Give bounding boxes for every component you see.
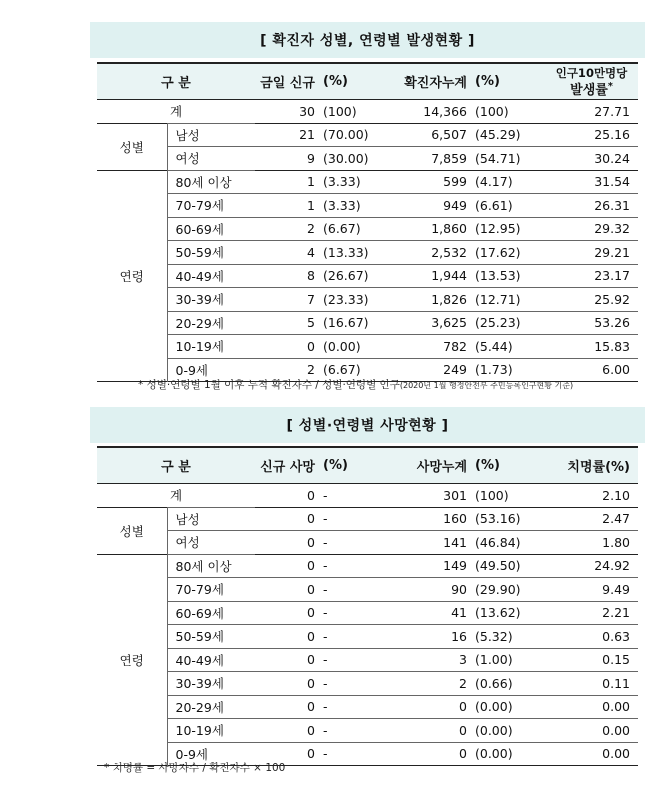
cumulative-count: 249 [397, 358, 467, 382]
row-label: 50-59세 [167, 625, 255, 649]
cumulative-count: 90 [397, 578, 467, 602]
table-row [97, 507, 638, 531]
new-count: 0 [255, 578, 315, 602]
rate-value: 2.47 [602, 511, 630, 527]
rate-value: 0.11 [545, 672, 638, 696]
cumulative-percent: (13.62) [467, 601, 545, 625]
new-percent: - [315, 742, 397, 766]
new-percent: - [315, 648, 397, 672]
cumulative-count: 782 [397, 335, 467, 359]
cumulative-percent: (12.95) [467, 217, 545, 241]
new-count: 30 [299, 103, 315, 119]
row-label: 80세 이상 [167, 170, 255, 194]
cumulative-count: 1,860 [397, 217, 467, 241]
table-header [97, 447, 638, 484]
cumulative-percent: (13.53) [467, 264, 545, 288]
cumulative-percent: (54.71) [467, 147, 545, 171]
cumulative-percent: (0.66) [467, 672, 545, 696]
new-count: 1 [255, 194, 315, 218]
table-header [97, 63, 638, 100]
new-count: 7 [255, 288, 315, 312]
cumulative-percent: (12.71) [467, 288, 545, 312]
table-row [97, 194, 638, 218]
table-row [97, 648, 638, 672]
rate-value: 25.92 [545, 288, 638, 312]
new-percent: - [315, 672, 397, 696]
new-count: 2 [255, 217, 315, 241]
row-label: 10-19세 [167, 719, 255, 743]
group-label: 연령 [97, 554, 167, 766]
rate-value: 31.54 [594, 174, 630, 190]
cumulative-percent: (46.84) [467, 531, 545, 555]
new-count: 1 [307, 174, 315, 190]
row-label: 30-39세 [167, 288, 255, 312]
cumulative-percent: (25.23) [467, 311, 545, 335]
new-count: 5 [255, 311, 315, 335]
cumulative-count: 0 [397, 742, 467, 766]
row-label: 80세 이상 [167, 554, 255, 578]
cumulative-percent: (4.17) [475, 174, 513, 190]
table-row [97, 531, 638, 555]
new-percent: (70.00) [323, 127, 369, 143]
row-label: 60-69세 [167, 217, 255, 241]
row-label: 40-49세 [167, 648, 255, 672]
new-count: 0 [307, 487, 315, 503]
col-cum-pct: (%) [475, 74, 500, 89]
cumulative-percent: (53.16) [475, 511, 521, 527]
cumulative-count: 6,507 [431, 127, 467, 143]
row-label: 10-19세 [167, 335, 255, 359]
col-cumulative: 사망누계 [416, 460, 467, 475]
rate-value: 15.83 [545, 335, 638, 359]
section1-title: [ 확진자 성별, 연령별 발생현황 ] [90, 22, 645, 58]
cumulative-percent: (1.73) [467, 358, 545, 382]
rate-value: 0.00 [545, 695, 638, 719]
rate-value: 29.32 [545, 217, 638, 241]
cumulative-percent: (49.50) [475, 558, 521, 574]
rate-value: 6.00 [545, 358, 638, 382]
cumulative-count: 301 [443, 487, 467, 503]
cumulative-count: 1,826 [397, 288, 467, 312]
table-row [97, 241, 638, 265]
cumulative-percent: (17.62) [467, 241, 545, 265]
rate-value: 9.49 [545, 578, 638, 602]
table-row [97, 311, 638, 335]
cumulative-count: 599 [443, 174, 467, 190]
new-percent: (23.33) [315, 288, 397, 312]
new-percent: - [315, 625, 397, 649]
group-label: 연령 [97, 170, 167, 382]
rate-head-bottom: 발생률 [570, 82, 608, 98]
new-count: 9 [255, 147, 315, 171]
table-row-total [97, 484, 638, 508]
section2-footnote: * 치명률 = 사망자수 / 확진자수 × 100 [104, 762, 286, 774]
table-row [97, 288, 638, 312]
new-count: 0 [255, 695, 315, 719]
rate-value: 1.80 [545, 531, 638, 555]
cumulative-percent: (100) [475, 487, 509, 503]
new-percent: (26.67) [315, 264, 397, 288]
row-label: 40-49세 [167, 264, 255, 288]
rate-value: 26.31 [545, 194, 638, 218]
rate-value: 0.15 [545, 648, 638, 672]
table-row [97, 601, 638, 625]
new-count: 21 [299, 127, 315, 143]
new-count: 0 [255, 742, 315, 766]
table-row-total [97, 100, 638, 124]
cumulative-percent: (5.32) [467, 625, 545, 649]
rate-value: 25.16 [594, 127, 630, 143]
row-label: 여성 [167, 531, 255, 555]
cumulative-count: 149 [443, 558, 467, 574]
table-row [97, 170, 638, 194]
new-percent: - [315, 719, 397, 743]
section2-title: [ 성별·연령별 사망현황 ] [90, 407, 645, 443]
col-new-pct: (%) [323, 458, 348, 473]
rate-value: 0.00 [545, 742, 638, 766]
col-rate [545, 63, 638, 100]
row-label: 70-79세 [167, 194, 255, 218]
table-row [97, 335, 638, 359]
row-label: 남성 [167, 123, 255, 147]
cumulative-percent: (45.29) [475, 127, 521, 143]
row-label: 30-39세 [167, 672, 255, 696]
new-percent: - [323, 558, 328, 574]
rate-value: 27.71 [594, 103, 630, 119]
deaths-table [97, 446, 638, 766]
cumulative-count: 0 [397, 719, 467, 743]
cumulative-percent: (100) [475, 103, 509, 119]
table-row [97, 625, 638, 649]
cumulative-percent: (0.00) [467, 695, 545, 719]
new-percent: (0.00) [315, 335, 397, 359]
cumulative-count: 2,532 [397, 241, 467, 265]
col-new-death: 신규 사망 [260, 460, 315, 475]
cumulative-count: 2 [397, 672, 467, 696]
col-cumulative: 확진자누계 [404, 76, 467, 91]
new-count: 0 [307, 511, 315, 527]
rate-value: 30.24 [545, 147, 638, 171]
col-new-pct: (%) [323, 74, 348, 89]
confirmed-cases-table [97, 62, 638, 382]
cumulative-percent: (5.44) [467, 335, 545, 359]
new-count: 0 [255, 531, 315, 555]
new-count: 0 [255, 672, 315, 696]
new-count: 2 [255, 358, 315, 382]
table-row [97, 217, 638, 241]
new-percent: (3.33) [323, 174, 361, 190]
row-label: 계 [169, 104, 183, 120]
rate-value: 23.17 [545, 264, 638, 288]
cumulative-count: 14,366 [423, 103, 467, 119]
cumulative-count: 160 [443, 511, 467, 527]
row-label: 남성 [167, 507, 255, 531]
new-percent: (13.33) [315, 241, 397, 265]
new-count: 0 [307, 558, 315, 574]
table-row [97, 147, 638, 171]
cumulative-count: 3 [397, 648, 467, 672]
row-label: 여성 [167, 147, 255, 171]
row-label: 70-79세 [167, 578, 255, 602]
cumulative-count: 141 [397, 531, 467, 555]
group-label: 성별 [97, 507, 167, 554]
new-percent: - [315, 695, 397, 719]
cumulative-count: 41 [397, 601, 467, 625]
row-label: 50-59세 [167, 241, 255, 265]
section1-footnote [138, 377, 573, 392]
rate-value: 2.21 [545, 601, 638, 625]
new-count: 4 [255, 241, 315, 265]
cumulative-percent: (1.00) [467, 648, 545, 672]
new-percent: (100) [323, 103, 357, 119]
cumulative-count: 16 [397, 625, 467, 649]
cumulative-percent: (6.61) [467, 194, 545, 218]
rate-value: 2.10 [602, 487, 630, 503]
cumulative-count: 949 [397, 194, 467, 218]
col-category: 구 분 [161, 460, 191, 475]
table-row [97, 554, 638, 578]
new-percent: (3.33) [315, 194, 397, 218]
new-count: 0 [255, 335, 315, 359]
row-label: 0-9세 [167, 742, 255, 766]
new-percent: (30.00) [315, 147, 397, 171]
table-row [97, 578, 638, 602]
new-percent: (6.67) [315, 217, 397, 241]
new-percent: (16.67) [315, 311, 397, 335]
new-percent: (6.67) [315, 358, 397, 382]
footnote-text: * 성별·연령별 1월 이후 누적 확진자수 / 성별·연령별 인구 [138, 379, 400, 391]
new-count: 0 [255, 719, 315, 743]
rate-value: 29.21 [545, 241, 638, 265]
rate-value: 0.63 [545, 625, 638, 649]
new-count: 0 [255, 648, 315, 672]
table-row [97, 264, 638, 288]
new-percent: - [323, 511, 328, 527]
rate-head-mark: * [607, 80, 613, 92]
cumulative-count: 7,859 [397, 147, 467, 171]
cumulative-count: 1,944 [397, 264, 467, 288]
cumulative-percent: (29.90) [467, 578, 545, 602]
row-label: 20-29세 [167, 311, 255, 335]
row-label: 계 [169, 488, 183, 504]
new-count: 0 [255, 625, 315, 649]
group-label: 성별 [97, 123, 167, 170]
footnote-source: (2020년 1월 행정안전부 주민등록인구현황 기준) [399, 381, 574, 390]
cumulative-percent: (0.00) [467, 719, 545, 743]
table-row [97, 695, 638, 719]
cumulative-count: 0 [397, 695, 467, 719]
cumulative-percent: (0.00) [467, 742, 545, 766]
new-count: 8 [255, 264, 315, 288]
new-percent: - [323, 487, 328, 503]
table-row [97, 672, 638, 696]
new-count: 0 [255, 601, 315, 625]
table-row [97, 123, 638, 147]
rate-value: 53.26 [545, 311, 638, 335]
table-row [97, 719, 638, 743]
row-label: 0-9세 [167, 358, 255, 382]
new-percent: - [315, 531, 397, 555]
new-percent: - [315, 578, 397, 602]
row-label: 20-29세 [167, 695, 255, 719]
col-category: 구 분 [161, 76, 191, 91]
row-label: 60-69세 [167, 601, 255, 625]
col-cum-pct: (%) [475, 458, 500, 473]
cumulative-count: 3,625 [397, 311, 467, 335]
rate-value: 0.00 [545, 719, 638, 743]
col-new-today: 금일 신규 [260, 76, 315, 91]
rate-value: 24.92 [594, 558, 630, 574]
rate-head-top: 인구10만명당 [555, 65, 628, 80]
new-percent: - [315, 601, 397, 625]
col-fatality: 치명률(%) [567, 460, 630, 475]
